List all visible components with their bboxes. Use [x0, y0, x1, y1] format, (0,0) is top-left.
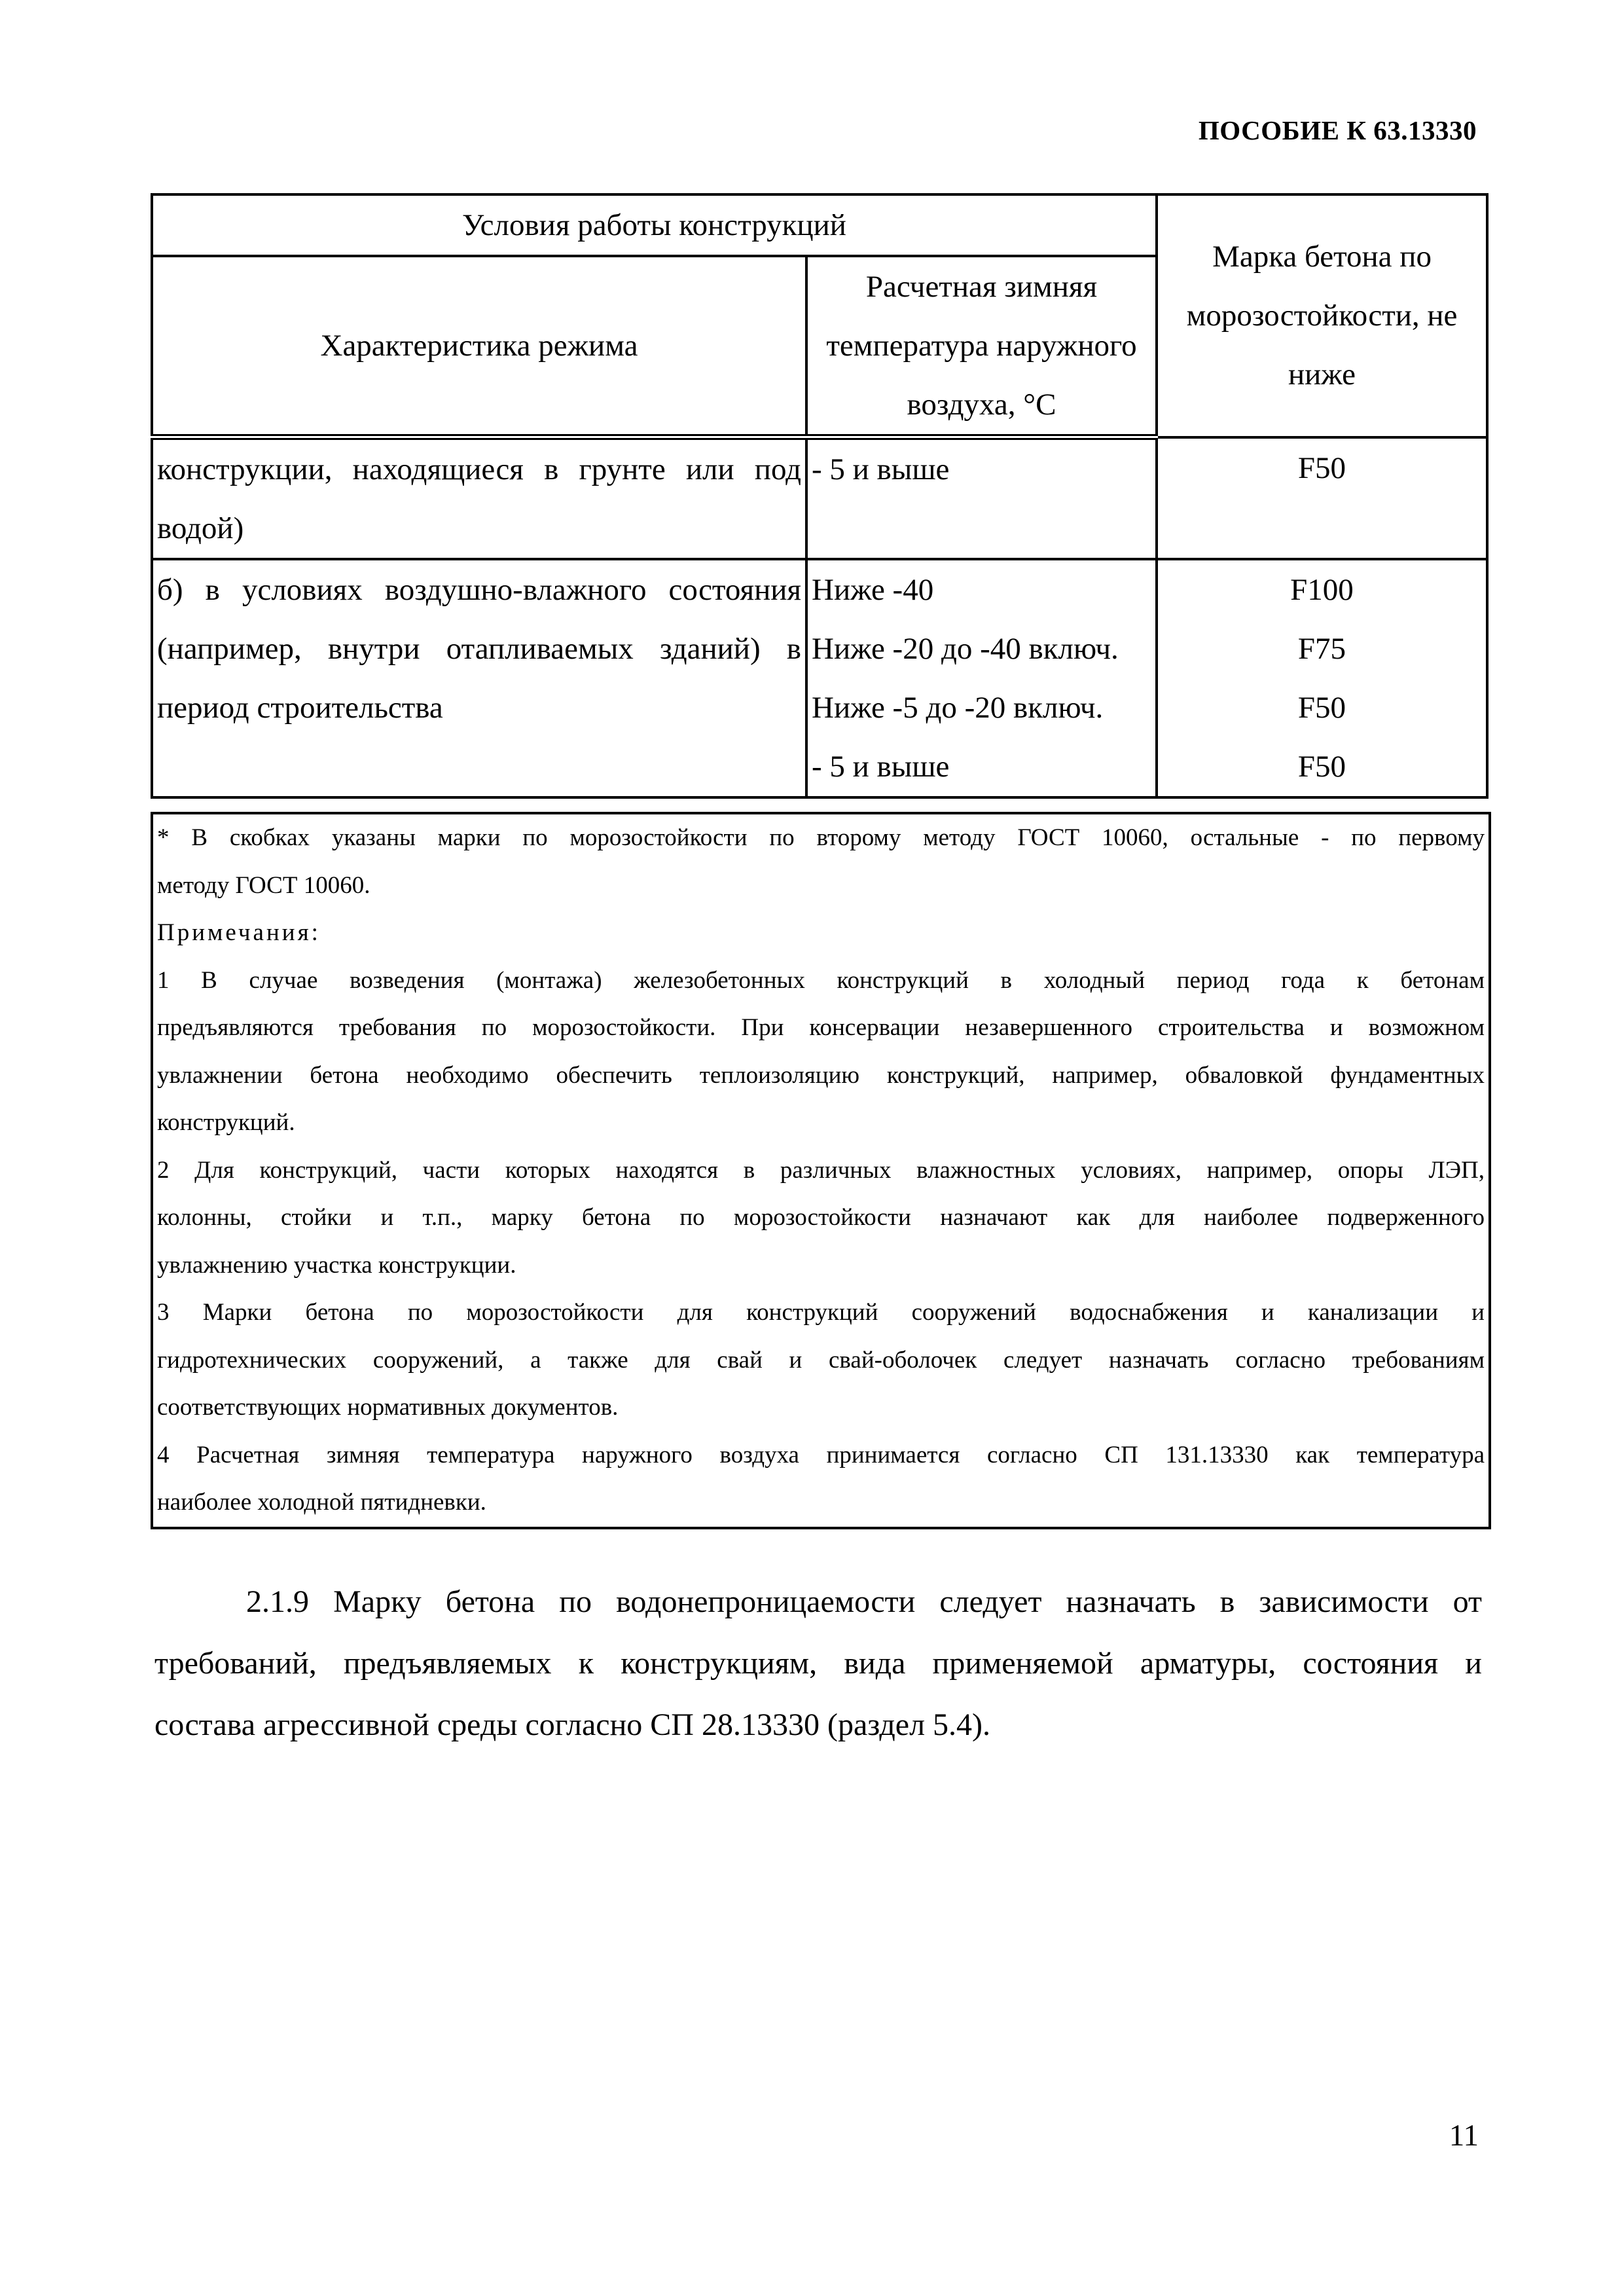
row-temp-cell	[806, 437, 1157, 560]
paragraph-line: состава агрессивной среды согласно СП 28.13330 (раздел 5.4).	[154, 1707, 991, 1742]
page-number: 11	[1449, 2119, 1479, 2153]
table-header-row	[152, 194, 1487, 256]
mode-line: б) в условиях воздушно-влажного состояния	[157, 573, 801, 607]
note-line: соответствующих нормативных документов.	[157, 1394, 619, 1421]
header-conditions: Условия работы конструкций	[152, 194, 1157, 256]
note-line: 2 Для конструкций, части которых находятся в различных влажностных условиях, например, опоры ЛЭП,	[157, 1156, 1485, 1184]
note-line: предъявляются требования по морозостойкости. При консервации незавершенного строительства и возможном	[157, 1014, 1485, 1041]
temp-value: Ниже -20 до -40 включ.	[812, 632, 1119, 666]
note-line: конструкций.	[157, 1109, 295, 1136]
header-grade-line: ниже	[1288, 357, 1356, 392]
table-row	[152, 559, 1487, 797]
header-grade-line: морозостойкости, не	[1186, 299, 1458, 333]
footnote-line: методу ГОСТ 10060.	[157, 871, 370, 899]
row-grade-cell	[1157, 437, 1487, 560]
paragraph-line: требований, предъявляемых к конструкциям, вида применяемой арматуры, состояния и	[154, 1646, 1482, 1681]
frost-resistance-table	[151, 193, 1489, 799]
table-row	[152, 437, 1487, 560]
row-temp-cell	[806, 559, 1157, 797]
mode-line: период строительства	[157, 691, 443, 725]
header-temp	[806, 256, 1157, 437]
row-grade-cell	[1157, 559, 1487, 797]
paragraph-line: 2.1.9 Марку бетона по водонепроницаемости следует назначать в зависимости от	[246, 1584, 1482, 1619]
note-line: колонны, стойки и т.п., марку бетона по морозостойкости назначают как для наиболее подверженного	[157, 1204, 1485, 1231]
temp-value: - 5 и выше	[812, 452, 950, 486]
notes-box	[151, 812, 1491, 1529]
row-mode-cell	[152, 559, 806, 797]
note-line: увлажнении бетона необходимо обеспечить теплоизоляцию конструкций, например, обваловкой фундаментных	[157, 1061, 1485, 1089]
grade-value: F100	[1290, 573, 1354, 607]
grade-value: F50	[1297, 450, 1346, 485]
header-grade-line: Марка бетона по	[1212, 240, 1432, 274]
note-line: гидротехнических сооружений, а также для свай и свай-оболочек следует назначать согласно требованиям	[157, 1346, 1485, 1374]
document-code-header: ПОСОБИЕ К 63.13330	[1198, 115, 1477, 145]
header-temp-line: Расчетная зимняя	[865, 270, 1098, 304]
temp-value: - 5 и выше	[812, 750, 950, 784]
note-line: 3 Марки бетона по морозостойкости для конструкций сооружений водоснабжения и канализации и	[157, 1299, 1485, 1326]
mode-line: конструкции, находящиеся в грунте или под	[157, 452, 801, 486]
note-line: 1 В случае возведения (монтажа) железобетонных конструкций в холодный период года к бетонам	[157, 966, 1485, 994]
grade-value: F75	[1297, 632, 1346, 666]
header-mode: Характеристика режима	[152, 256, 806, 437]
notes-title: Примечания:	[157, 919, 321, 946]
row-mode-cell	[152, 437, 806, 560]
footnote-line: * В скобках указаны марки по морозостойкости по второму методу ГОСТ 10060, остальные - по первому	[157, 824, 1485, 851]
note-line: 4 Расчетная зимняя температура наружного воздуха принимается согласно СП 131.13330 как температура	[157, 1441, 1485, 1468]
grade-value: F50	[1297, 691, 1346, 725]
mode-line: (например, внутри отапливаемых зданий) в	[157, 632, 801, 666]
note-line: наиболее холодной пятидневки.	[157, 1489, 486, 1516]
mode-line: водой)	[157, 511, 244, 545]
header-grade	[1157, 194, 1487, 437]
header-temp-line: воздуха, °С	[907, 388, 1056, 422]
temp-value: Ниже -5 до -20 включ.	[812, 691, 1104, 725]
body-paragraph	[154, 1571, 1482, 1756]
grade-value: F50	[1297, 750, 1346, 784]
temp-value: Ниже -40	[812, 573, 934, 607]
note-line: увлажнению участка конструкции.	[157, 1251, 516, 1279]
header-temp-line: температура наружного	[826, 329, 1137, 363]
